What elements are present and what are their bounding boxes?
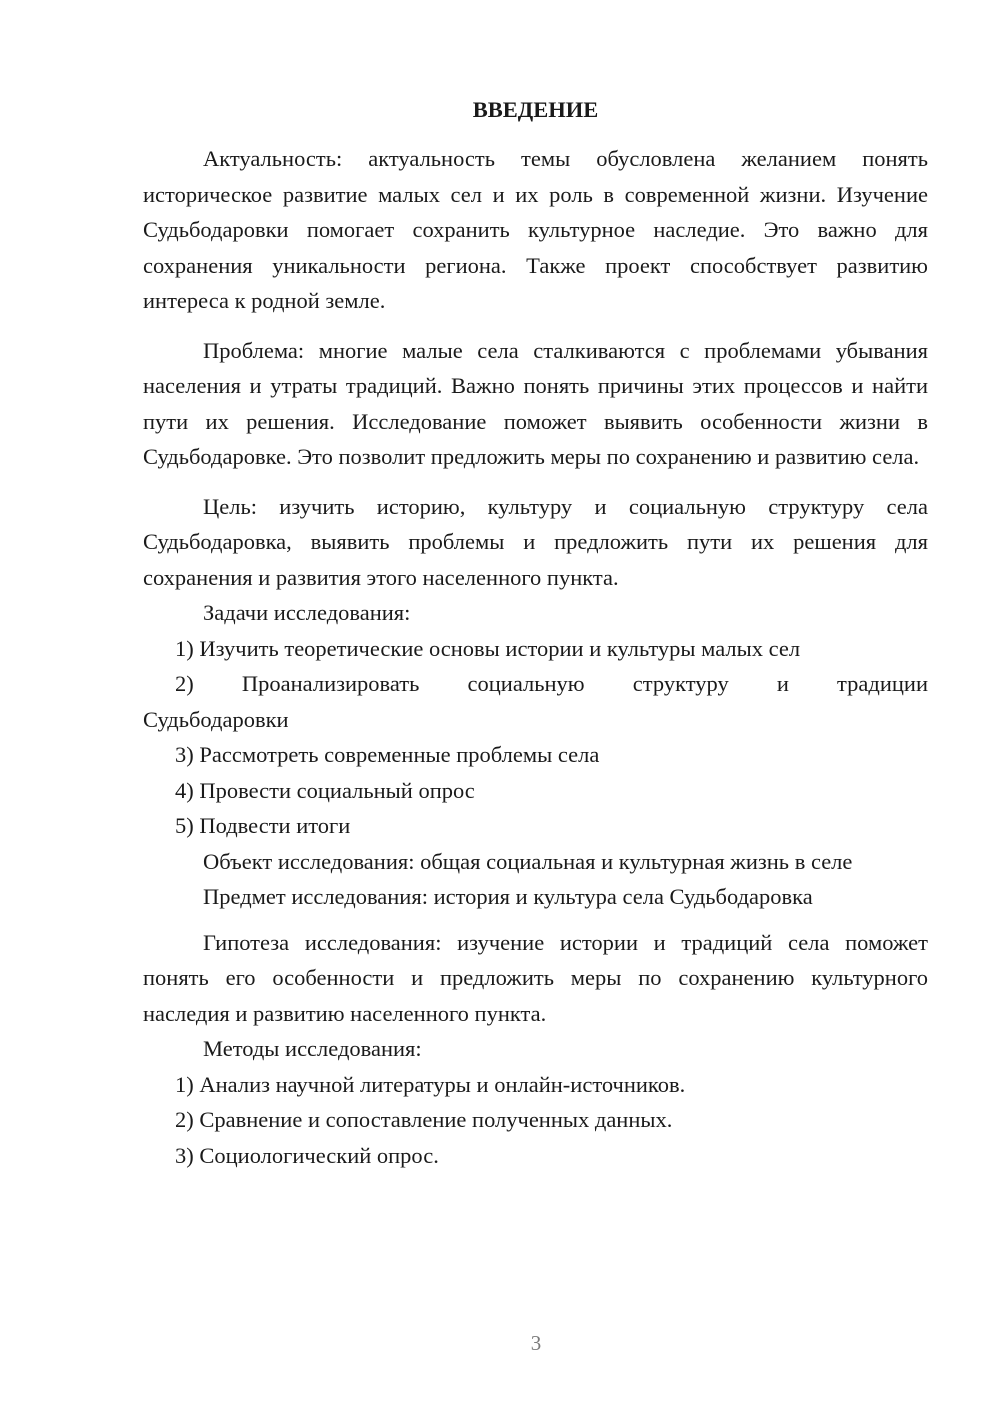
task-item-1: 1) Изучить теоретические основы истории и культуры малых сел — [175, 635, 801, 661]
task-item-4: 4) Провести социальный опрос — [175, 777, 475, 803]
method-item-3: 3) Социологический опрос. — [175, 1142, 439, 1168]
page-number: 3 — [530, 1331, 542, 1355]
goal-paragraph: Цель: изучить историю, культуру и социальную структуру села Судьбодаровка, выявить проблемы и предложить пути их решения для сохранения и развития этого населенного пункта. — [143, 493, 928, 590]
task-item-2: 2) Проанализировать социальную структуру и традиции Судьбодаровки — [143, 671, 928, 732]
page-title: ВВЕДЕНИЕ — [472, 97, 599, 122]
relevance-paragraph: Актуальность: актуальность темы обусловлена желанием понять историческое развитие малых сел и их роль в современной жизни. Изучение Судьбодаровки помогает сохранить культурное наследие. Это важно для сохранения уникальности региона. Также проект способствует развитию интереса к родной земле. — [143, 146, 928, 313]
subject-paragraph: Предмет исследования: история и культура села Судьбодаровка — [203, 884, 813, 909]
task-item-3: 3) Рассмотреть современные проблемы села — [175, 742, 600, 767]
method-item-2: 2) Сравнение и сопоставление полученных данных. — [175, 1107, 673, 1132]
tasks-heading: Задачи исследования: — [203, 600, 411, 625]
problem-paragraph: Проблема: многие малые села сталкиваются с проблемами убывания населения и утраты традиций. Важно понять причины этих процессов и найти пути их решения. Исследование поможет выявить особенности жизни в Судьбодаровке. Это позволит предложить меры по сохранению и развитию села. — [143, 337, 928, 469]
task-item-5: 5) Подвести итоги — [175, 813, 351, 838]
hypothesis-paragraph: Гипотеза исследования: изучение истории и традиций села поможет понять его особенности и предложить меры по сохранению культурного наследия и развитию населенного пункта. — [143, 929, 928, 1026]
method-item-1: 1) Анализ научной литературы и онлайн-источников. — [175, 1071, 686, 1097]
document-page — [143, 92, 928, 1173]
object-paragraph: Объект исследования: общая социальная и культурная жизнь в селе — [203, 848, 853, 874]
methods-heading: Методы исследования: — [203, 1036, 422, 1061]
